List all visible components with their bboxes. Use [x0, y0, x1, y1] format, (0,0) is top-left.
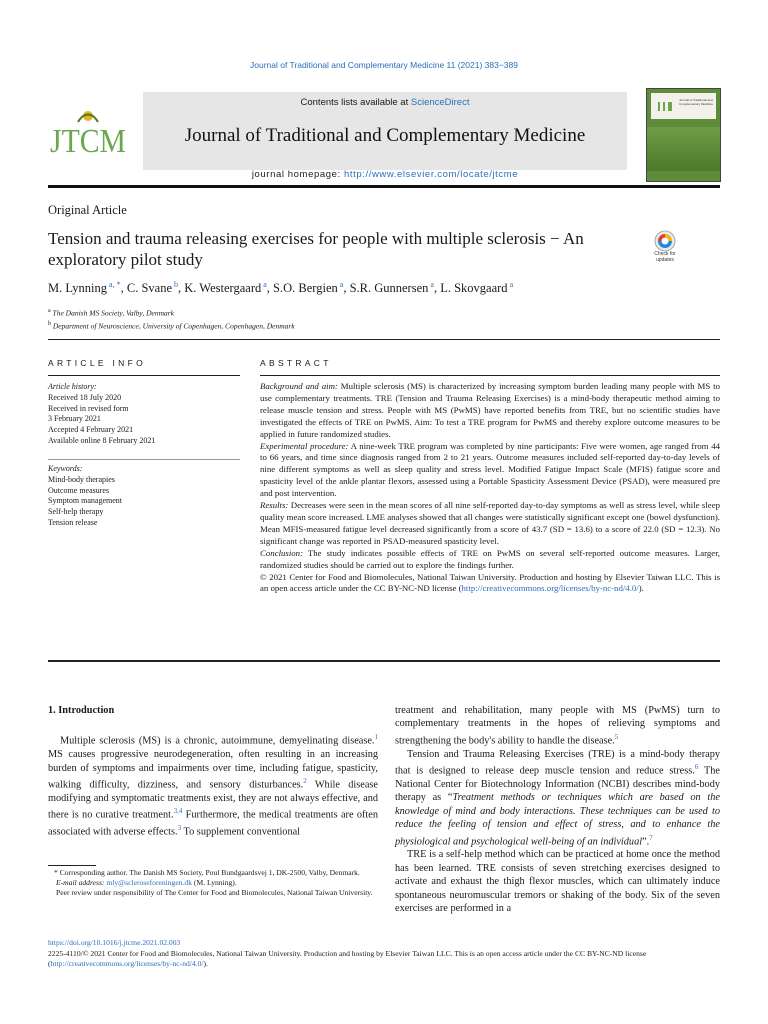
- journal-title: Journal of Traditional and Complementary Medicine: [184, 125, 586, 146]
- abstract-copyright: © 2021 Center for Food and Biomolecules, National Taiwan University. Production and hosting by Elsevier Taiwan LLC. This is an open access article under the CC BY-NC-ND license (http://creativecommons.org/licenses/by-nc-nd/4.0/).: [260, 571, 720, 594]
- author-list: M. Lynning $^{a, *}$, C. Svane $^b$, K. Westergaard $^a$, S.O. Bergien $^a$, S.R. Gunnersen $^a$, L. Skovgaard $^a$: [48, 280, 514, 296]
- history-item: Available online 8 February 2021: [48, 435, 156, 445]
- abstract-conclusion: Conclusion: The study indicates possible effects of TRE on PwMS on several self-reported outcome measures. Larger, randomized studies should be carried out to explore the findings further.: [260, 547, 720, 570]
- author-affil-marker: b: [172, 280, 178, 289]
- author-affil-marker: a, *: [107, 280, 121, 289]
- affiliations: [48, 306, 295, 331]
- cover-logo-icon: [654, 97, 676, 115]
- info-rule: [48, 375, 240, 376]
- ref[interactable]: 2: [303, 777, 307, 786]
- jtcm-logo: [48, 108, 128, 158]
- cover-band: [647, 127, 720, 171]
- keyword[interactable]: Mind-body therapies: [48, 474, 115, 484]
- intro-left-column: [48, 704, 378, 839]
- peer-review: Peer review under responsibility of The Center for Food and Biomolecules, National Taiwan University.: [56, 888, 373, 897]
- header-rule: [48, 185, 720, 188]
- journal-citation[interactable]: Journal of Traditional and Complementary Medicine 11 (2021) 383−389: [250, 60, 518, 70]
- journal-header: [48, 88, 720, 180]
- keyword[interactable]: Tension release: [48, 517, 98, 527]
- check-for-updates-badge[interactable]: Check for updates: [648, 230, 682, 264]
- author-affil-marker: a: [507, 280, 514, 289]
- ref[interactable]: 1: [374, 733, 378, 742]
- affiliation: $^b$ Department of Neuroscience, University of Copenhagen, Copenhagen, Denmark: [48, 320, 295, 330]
- journal-cover-image[interactable]: [646, 88, 721, 182]
- ref[interactable]: 3: [177, 824, 182, 833]
- abstract-rule: [260, 375, 720, 376]
- author-name[interactable]: L. Skovgaard: [440, 281, 508, 296]
- homepage-link[interactable]: http://www.elsevier.com/locate/jtcme: [343, 169, 519, 180]
- footer-license-link[interactable]: http://creativecommons.org/licenses/by-nc-nd/4.0/: [50, 959, 204, 968]
- author-affil-marker: a: [337, 280, 344, 289]
- affil-rule: [48, 339, 720, 340]
- history-item: Accepted 4 February 2021: [48, 425, 134, 435]
- cover-title-strip: Journal of Traditional and Complementary Medicine: [651, 93, 716, 119]
- license-link[interactable]: http://creativecommons.org/licenses/by-nc-nd/4.0/: [461, 583, 639, 594]
- keyword[interactable]: Symptom management: [48, 496, 122, 506]
- abstract-body: [260, 381, 720, 595]
- abstract-results: Results: Decreases were seen in the mean scores of all nine self-reported day-to-day symptoms as well as stress level, while sleep quality mean score increased. LME analyses showed that all changes were statistically significant except one (bowel dysfunction). Mean MFIS-measured fatigue level decreased significantly from a score of 43.7 (SD = 13.6) to a score of 22.0 (SD = 12.3). No significant change was reported in PSAD-measured spasticity level.: [260, 500, 720, 546]
- journal-banner: [143, 92, 627, 180]
- page-footer: [48, 938, 720, 970]
- contents-line: Contents lists available at ScienceDirect: [300, 97, 470, 108]
- ref[interactable]: 3,4: [173, 807, 183, 816]
- author-affil-marker: a: [428, 280, 434, 289]
- article-type: Original Article: [48, 203, 127, 217]
- intro-paragraph-3: Tension and Trauma Releasing Exercises (TRE) is a mind-body therapy that is designed to release deep muscle tension and reduce stress.$^6$ The National Center for Biotechnology Information (NCBI) describes mind-body therapy as “Treatment methods or techniques which are based on the knowledge of mind and body interactions. These techniques can be used to reduce the feeling of tension and effect of stress, and to enhance the physiological and psychological well-being of an individual”.$^7$: [395, 748, 721, 847]
- intro-right-column: [395, 704, 720, 915]
- article-title: Tension and trauma releasing exercises for people with multiple sclerosis − An exploratory pilot study: [48, 229, 584, 269]
- abstract-background: Background and aim: Multiple sclerosis (MS) is characterized by increasing symptom burden leading many people with MS to use complementary treatments. TRE (Tension and Trauma Releasing Exercises) is a mind-body therapeutic method aiming to release muscle tension and stress. People with MS (PwMS) have reported benefits from TRE, but no scientific studies have investigated the effects of TRE on PwMS. Aim: To test a TRE program for PwMS and thereby explore outcome measures to be applied in future randomized studies.: [260, 381, 720, 439]
- ref[interactable]: 7: [649, 833, 653, 842]
- keywords: Keywords: Mind-body therapies Outcome measures Symptom management Self-help therapy Tension release: [48, 464, 238, 529]
- history-item: Received in revised form: [48, 403, 129, 413]
- footnote-rule: [48, 865, 96, 866]
- ref[interactable]: 5: [614, 732, 619, 741]
- intro-paragraph-2: treatment and rehabilitation, many people with MS (PwMS) turn to complementary treatments in the hopes of relieving symptoms and strengthening the body's ability to handle the disease.$^5$: [395, 705, 720, 747]
- article-history: Article history: Received 18 July 2020 Received in revised form 3 February 2021 Accepted 4 February 2021 Available online 8 February 2021: [48, 382, 238, 447]
- issn-line: 2225-4110/© 2021 Center for Food and Biomolecules, National Taiwan University. Production and hosting by Elsevier Taiwan LLC. This is an open access article under the CC BY-NC-ND license (http://creativecommons.org/licenses/by-nc-nd/4.0/).: [48, 948, 647, 968]
- history-item: Received 18 July 2020: [48, 392, 122, 402]
- footnotes: [48, 868, 378, 898]
- sciencedirect-link[interactable]: ScienceDirect: [410, 97, 470, 108]
- keyword[interactable]: Self-help therapy: [48, 507, 104, 517]
- author-name[interactable]: S.O. Bergien: [273, 281, 338, 296]
- abstract-procedure: Experimental procedure: A nine-week TRE program was completed by nine participants: Five were women, age ranged from 44 to 66 years, and time since diagnosis ranged from 2 to 21 years. Outcome measures included self-reported day-to-day levels of nine different symptoms as well as sleep quality and stress level. Modified Fatigue Impact Scale (MFIS) fatigue score and spasticity level of the ankle plantar flexors, assessed using a Portable Spasticity Assessment Device (PSAD), were measured pre and post intervention.: [260, 440, 720, 499]
- author-name[interactable]: C. Svane: [126, 281, 172, 296]
- keyword[interactable]: Outcome measures: [48, 485, 110, 495]
- ref[interactable]: 6: [694, 763, 699, 772]
- history-item: 3 February 2021: [48, 414, 101, 424]
- author-name[interactable]: M. Lynning: [48, 281, 108, 296]
- author-affil-marker: a: [261, 280, 267, 289]
- abstract-heading: ABSTRACT: [260, 358, 332, 368]
- doi-link[interactable]: https://doi.org/10.1016/j.jtcme.2021.02.003: [48, 938, 181, 947]
- affiliation: $^a$ The Danish MS Society, Valby, Denmark: [48, 308, 174, 318]
- abstract-end-rule: [48, 660, 720, 662]
- logo-text: JTCM: [50, 123, 126, 160]
- corresponding-author: * Corresponding author. The Danish MS Society, Poul Bundgaardsvej 1, DK-2500, Valby, Denmark.: [54, 868, 360, 877]
- email-line: E-mail address: mly@scleroseforeningen.dk (M. Lynning).: [56, 878, 237, 887]
- intro-paragraph-4: TRE is a self-help method which can be practiced at home once the method has been learned. TRE consists of seven stretching exercises designed to activate and exhaust the thigh flexor muscles, which can ultimately induce spontaneous neuromuscular tremors or shaking of the body. Six of the seven exercises are performed in a: [395, 849, 720, 914]
- author-name[interactable]: K. Westergaard: [184, 281, 262, 296]
- check-updates-icon: [648, 230, 682, 252]
- keywords-rule: [48, 459, 240, 460]
- email-link[interactable]: mly@scleroseforeningen.dk: [106, 878, 193, 887]
- intro-paragraph-1: Multiple sclerosis (MS) is a chronic, autoimmune, demyelinating disease.$^1$ MS causes progressive neurodegeneration, often resulting in an increasing burden of symptoms and impairments over time, including fatigue, spasticity, walking difficulty, dizziness, and sensory disturbances.$^2$ While disease modifying and symptomatic treatments exist, they are not always effective, and there is no curative treatment.$^{3,4}$ Furthermore, the medical treatments are often associated with adverse effects.$^3$ To supplement conventional: [48, 733, 378, 838]
- homepage-line: journal homepage: http://www.elsevier.com/locate/jtcme: [251, 169, 519, 180]
- intro-heading: 1. Introduction: [48, 705, 115, 716]
- article-info-heading: ARTICLE INFO: [48, 358, 147, 368]
- author-name[interactable]: S.R. Gunnersen: [349, 281, 429, 296]
